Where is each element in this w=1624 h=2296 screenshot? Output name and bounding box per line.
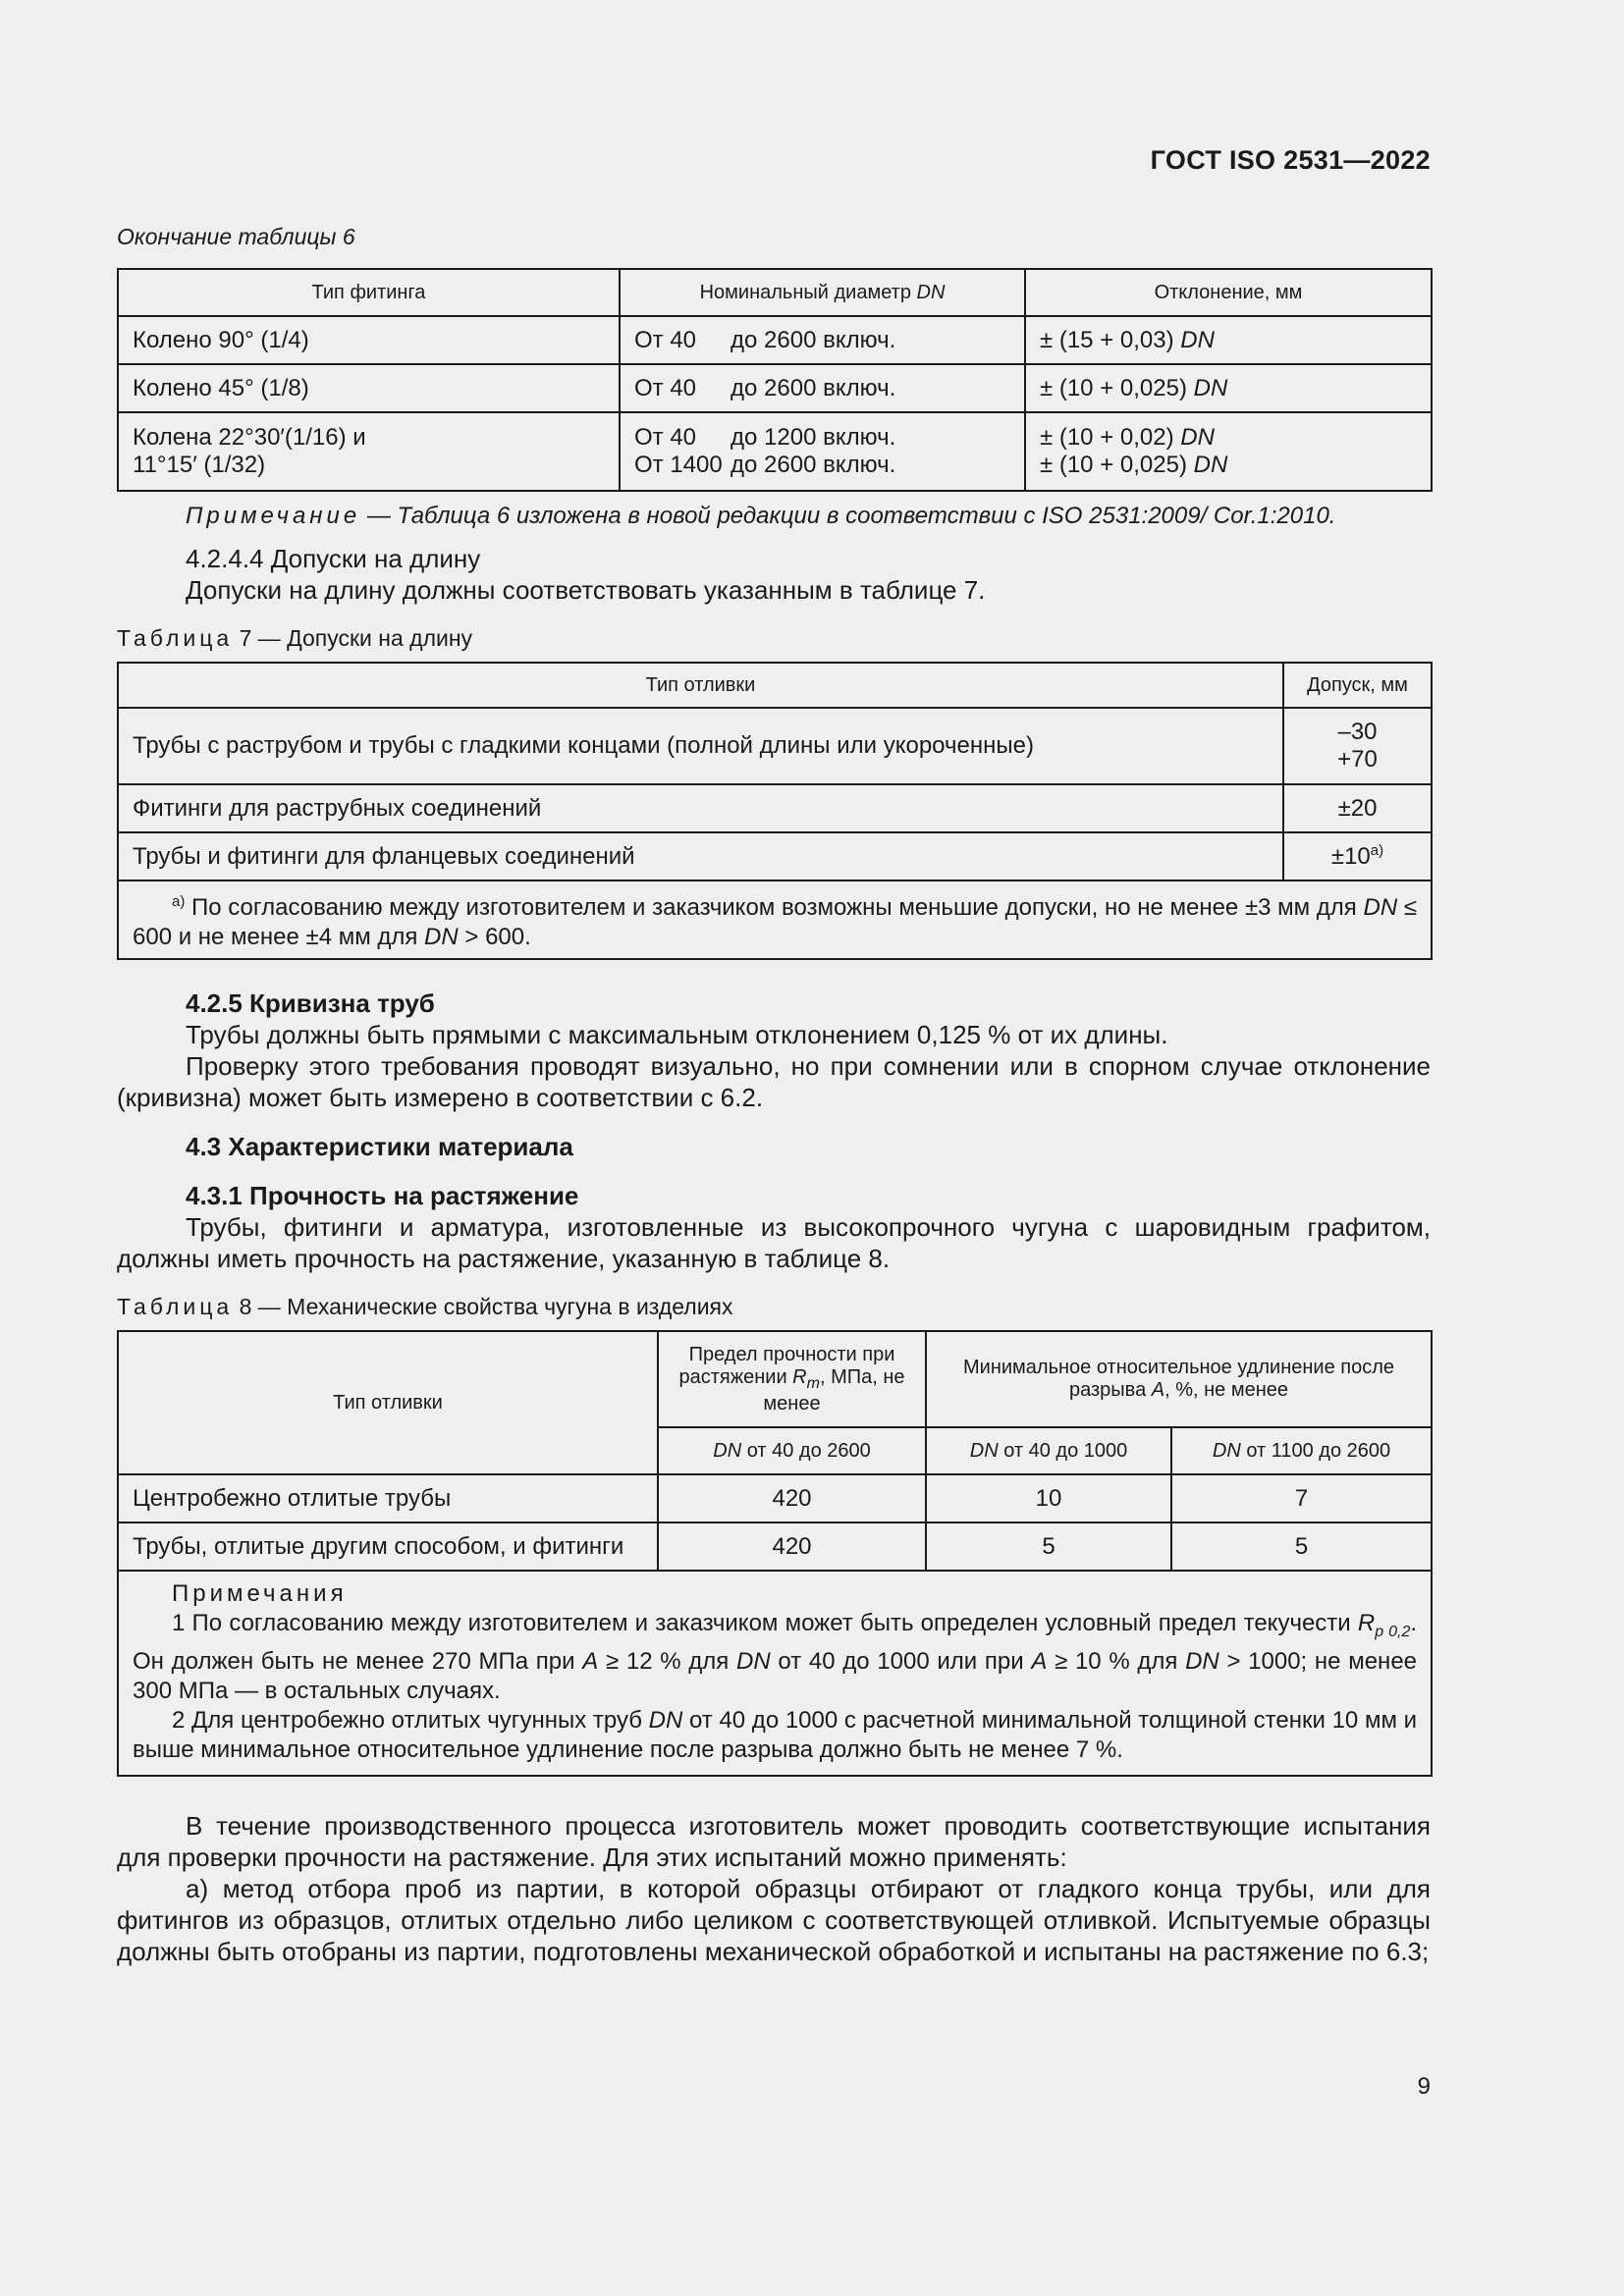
table6-note: Примечание — Таблица 6 изложена в новой редакции в соответствии с ISO 2531:2009/ Cor.1:2010. <box>186 503 1336 529</box>
table7-caption: Таблица 7 — Допуски на длину <box>117 625 473 651</box>
section-425-p1: Трубы должны быть прямыми с максимальным отклонением 0,125 % от их длины. <box>186 1020 1168 1049</box>
deviation: ± (10 + 0,02) DN ± (10 + 0,025) DN <box>1025 412 1432 491</box>
table6-header-dn: Номинальный диаметр DN <box>620 269 1025 316</box>
table8-header-row <box>118 1331 1432 1427</box>
tolerance: $\pm 10^{a)}$ <box>1283 832 1432 881</box>
casting-type: Фитинги для раструбных соединений <box>118 784 1283 832</box>
fitting-type: Колена 22°30′(1/16) и 11°15′ (1/32) <box>118 412 620 491</box>
table-row <box>118 316 1432 364</box>
notes-label: Примечания <box>172 1580 348 1607</box>
section-4244-title: 4.2.4.4 Допуски на длину <box>186 544 481 573</box>
table6-header-type: Тип фитинга <box>118 269 620 316</box>
section-425-p2: Проверку этого требования проводят визуально, но при сомнении или в спорном случае отклонение (кривизна) может быть измерено в соответствии с 6.2. <box>117 1051 1431 1112</box>
tolerance: –30 +70 <box>1283 708 1432 784</box>
table8-header-type: Тип отливки <box>118 1331 658 1474</box>
strength-value: 420 <box>658 1522 926 1571</box>
fitting-type: Колено 90° (1/4) <box>118 316 620 364</box>
deviation: ± (15 + 0,03) DN <box>1025 316 1432 364</box>
note-2: 2 Для центробежно отлитых чугунных труб DN от 40 до 1000 с расчетной минимальной толщиной стенки 10 мм и выше минимальное относительное удлинение после разрыва должно быть не менее 7 %. <box>133 1706 1418 1763</box>
document-page <box>117 0 1431 2296</box>
note-1: 1 По согласованию между изготовителем и заказчиком может быть определен условный предел текучести $R_{p 0,2}$. Он должен быть не менее 270 МПа при A ≥ 12 % для DN от 40 до 1000 или при A ≥ 10 % для DN > 1000; не менее 300 МПа — в остальных случаях. <box>133 1610 1418 1704</box>
casting-type: Трубы с раструбом и трубы с гладкими концами (полной длины или укороченные) <box>118 708 1283 784</box>
closing-p2: а) метод отбора проб из партии, в которой образцы отбирают от гладкого конца трубы, или для фитингов из образцов, отлитых отдельно либо целиком с соответствующей отливкой. Испытуемые образцы должны быть отобраны из партии, подготовлены механической обработкой и испытаны на растяжение по 6.3; <box>117 1873 1431 1966</box>
section-431-p1: Трубы, фитинги и арматура, изготовленные из высокопрочного чугуна с шаровидным графитом, должны иметь прочность на растяжение, указанную в таблице 8. <box>117 1212 1431 1273</box>
table7-header-type: Тип отливки <box>118 663 1283 708</box>
table6-caption: Окончание таблицы 6 <box>117 224 355 249</box>
elongation-value: 5 <box>1171 1522 1432 1571</box>
dn-range: От 40 до 1200 включ. От 1400 до 2600 включ. <box>620 412 1025 491</box>
elongation-value: 7 <box>1171 1474 1432 1522</box>
table6-header-row <box>118 269 1432 316</box>
table6-header-deviation: Отклонение, мм <box>1025 269 1432 316</box>
table-row <box>118 708 1432 784</box>
table-row <box>118 364 1432 412</box>
table8-subheader-1: DN от 40 до 2600 <box>658 1427 926 1474</box>
table6 <box>117 268 1433 492</box>
table7-footnote-row <box>118 881 1432 959</box>
section-43-title: 4.3 Характеристики материала <box>186 1132 573 1161</box>
page-number: 9 <box>1417 2073 1431 2100</box>
strength-value: 420 <box>658 1474 926 1522</box>
dn-range: От 40 до 2600 включ. <box>620 364 1025 412</box>
standard-header: ГОСТ ISO 2531—2022 <box>1150 145 1431 175</box>
casting-type: Центробежно отлитые трубы <box>118 1474 658 1522</box>
elongation-value: 5 <box>926 1522 1171 1571</box>
table7-header-row <box>118 663 1432 708</box>
table-row <box>118 412 1432 491</box>
table8-notes-row <box>118 1571 1432 1776</box>
casting-type: Трубы, отлитые другим способом, и фитинги <box>118 1522 658 1571</box>
fitting-type: Колено 45° (1/8) <box>118 364 620 412</box>
closing-p1: В течение производственного процесса изготовитель может проводить соответствующие испытания для проверки прочности на растяжение. Для этих испытаний можно применять: <box>117 1810 1431 1872</box>
table8 <box>117 1330 1433 1777</box>
table-row <box>118 784 1432 832</box>
dn-range: От 40 до 2600 включ. <box>620 316 1025 364</box>
table8-subheader-3: DN от 1100 до 2600 <box>1171 1427 1432 1474</box>
table-row <box>118 832 1432 881</box>
table8-subheader-2: DN от 40 до 1000 <box>926 1427 1171 1474</box>
table8-header-elongation: Минимальное относительное удлинение после разрыва A, %, не менее <box>926 1331 1432 1427</box>
section-4244-text: Допуски на длину должны соответствовать указанным в таблице 7. <box>186 575 986 605</box>
table7 <box>117 662 1433 960</box>
table-row <box>118 1474 1432 1522</box>
table7-header-tol: Допуск, мм <box>1283 663 1432 708</box>
casting-type: Трубы и фитинги для фланцевых соединений <box>118 832 1283 881</box>
table7-footnote: $^{a)}$ По согласованию между изготовителем и заказчиком возможны меньшие допуски, но не менее ±3 мм для DN ≤ 600 и не менее ±4 мм для DN > 600. <box>118 881 1432 959</box>
section-425-title: 4.2.5 Кривизна труб <box>186 988 435 1018</box>
table8-header-strength: Предел прочности при растяжении $R_m$, МПа, не менее <box>658 1331 926 1427</box>
elongation-value: 10 <box>926 1474 1171 1522</box>
tolerance: ±20 <box>1283 784 1432 832</box>
table8-notes <box>118 1571 1432 1776</box>
table8-caption: Таблица 8 — Механические свойства чугуна в изделиях <box>117 1294 733 1319</box>
content-flow <box>117 224 1431 1967</box>
deviation: ± (10 + 0,025) DN <box>1025 364 1432 412</box>
table-row <box>118 1522 1432 1571</box>
section-431-title: 4.3.1 Прочность на растяжение <box>186 1181 579 1210</box>
